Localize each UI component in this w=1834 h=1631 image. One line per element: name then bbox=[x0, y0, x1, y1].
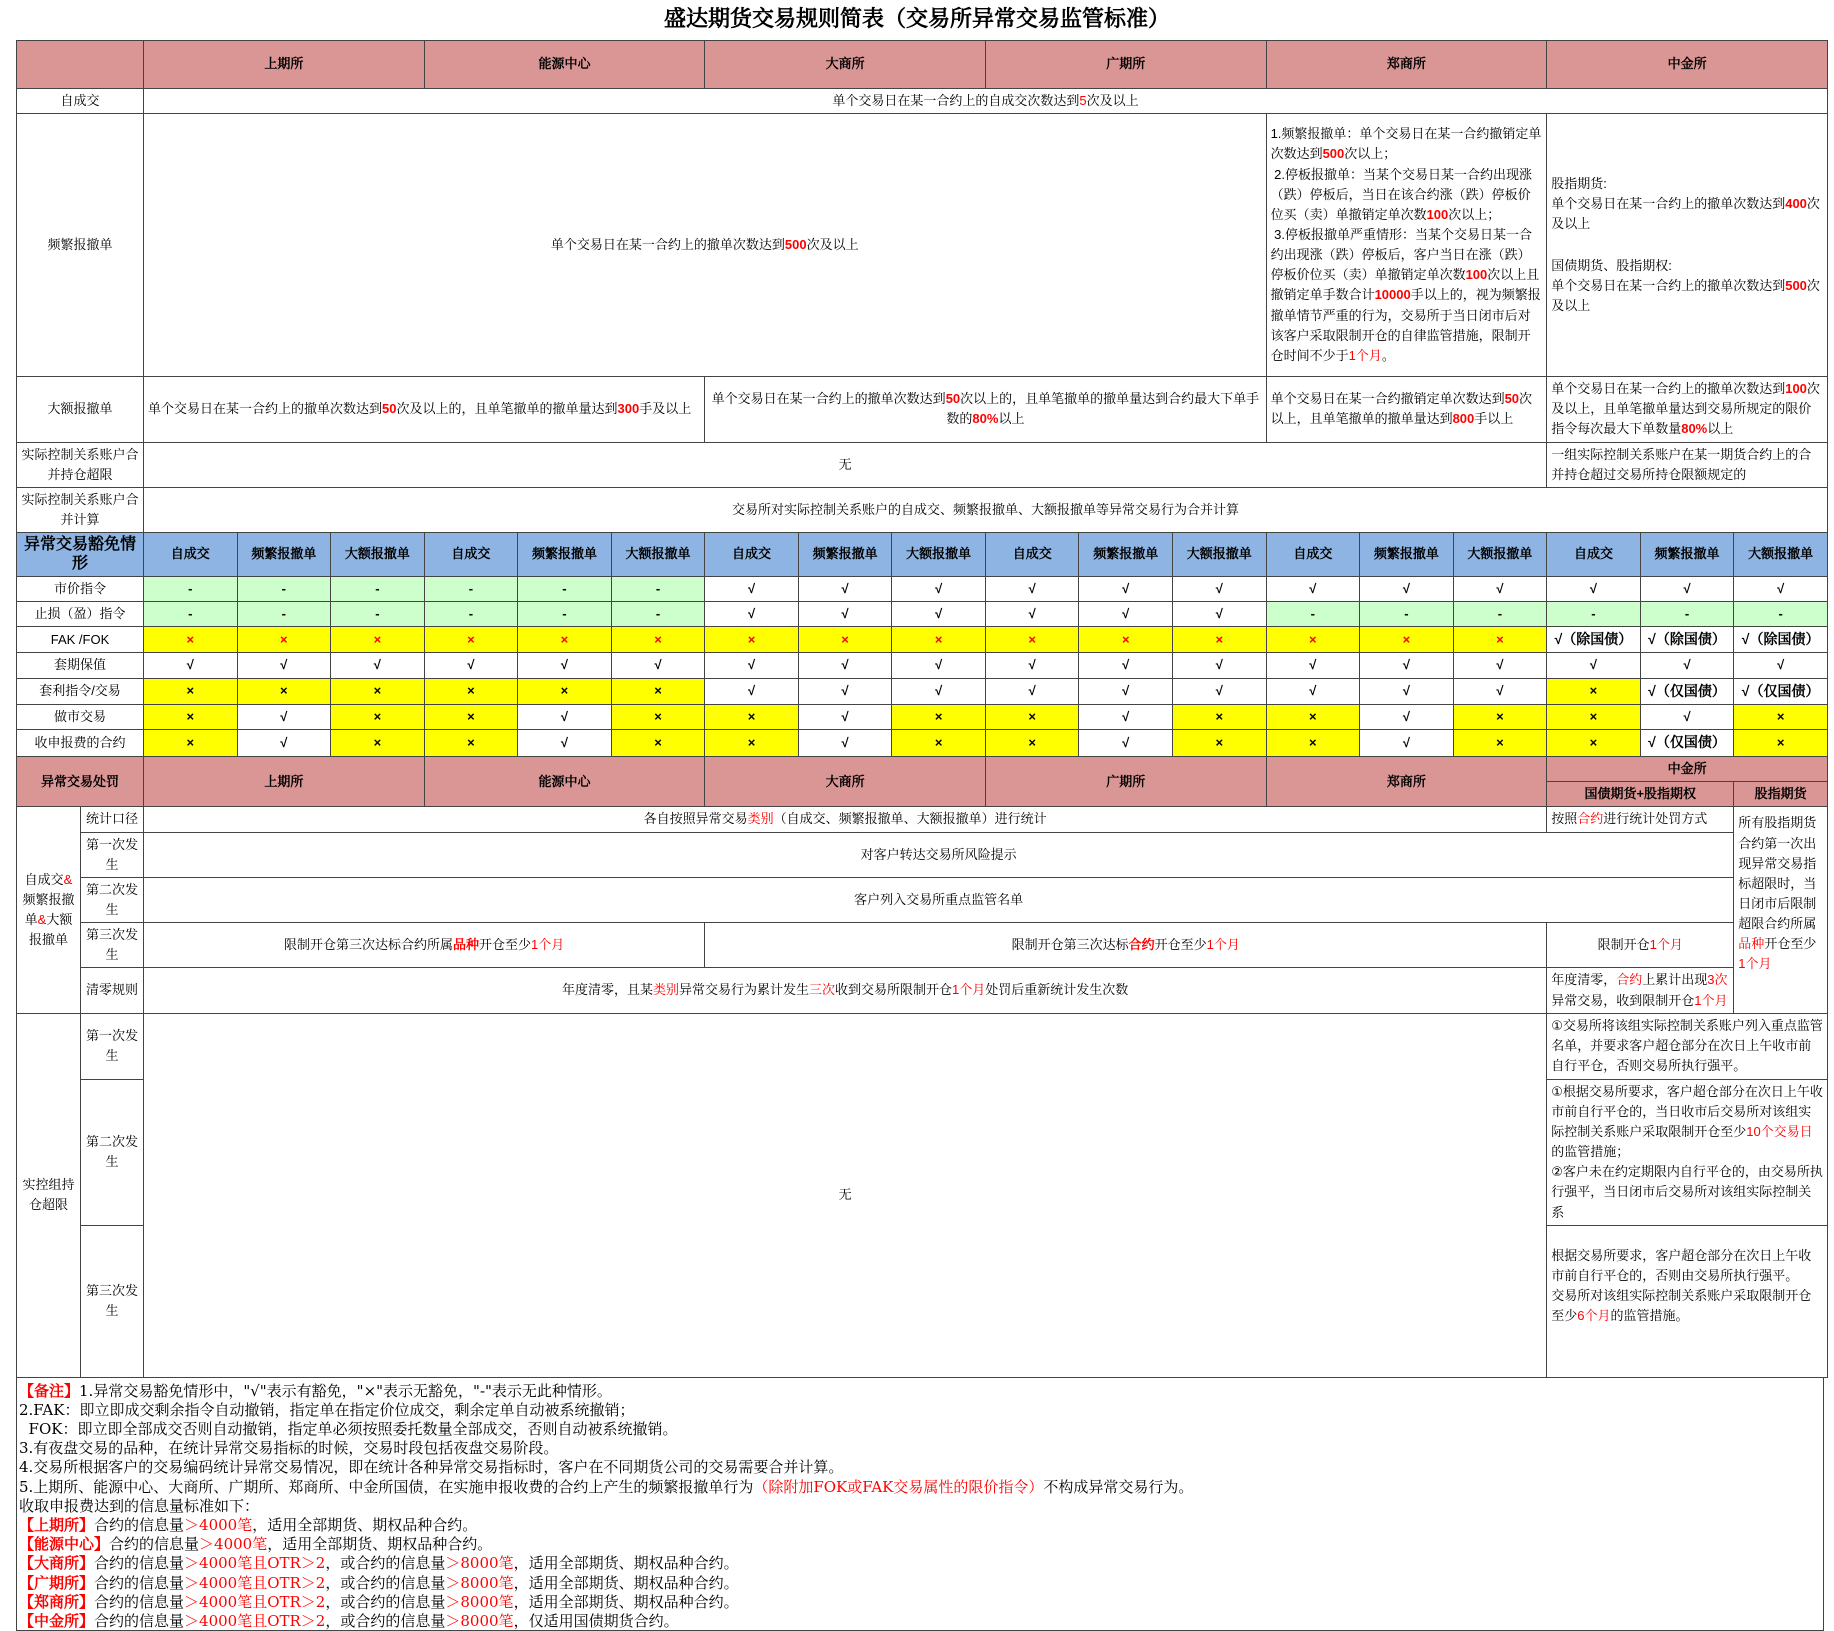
exemption-cell: √ bbox=[1453, 678, 1547, 705]
exemption-cell: √ bbox=[985, 678, 1079, 705]
stat-cffex: 按照合约进行统计处罚方式 bbox=[1547, 807, 1734, 832]
exemption-row bbox=[17, 576, 1828, 601]
exemption-cell: √（除国债） bbox=[1547, 626, 1641, 653]
g2-third-item: 交易所对该组实际控制关系账户采取限制开仓至少6个月的监管措施。 bbox=[1551, 1287, 1812, 1324]
exemption-cell: × bbox=[144, 626, 238, 653]
exemption-cell: √ bbox=[518, 653, 612, 678]
exemption-cell: - bbox=[1453, 601, 1547, 626]
exemption-cell: √ bbox=[1079, 653, 1173, 678]
exemption-cell: √ bbox=[1734, 576, 1828, 601]
stat-common: 各自按照异常交易类别（自成交、频繁报撤单、大额报撤单）进行统计 bbox=[144, 807, 1547, 832]
exemption-cell: - bbox=[237, 576, 331, 601]
note-line-1 bbox=[19, 1382, 1821, 1401]
exemption-row-label: 止损（盈）指令 bbox=[17, 601, 144, 626]
exemption-cell: × bbox=[424, 678, 518, 705]
exemption-cell: √ bbox=[1547, 576, 1641, 601]
fee-line bbox=[19, 1554, 1821, 1573]
header-gfex: 广期所 bbox=[985, 41, 1266, 89]
exemption-cell: √ bbox=[1173, 653, 1267, 678]
exemption-cell: √ bbox=[798, 678, 892, 705]
fee-part-c: ，或合约的信息量 bbox=[325, 1592, 446, 1611]
exemption-subheader-shfe-0: 自成交 bbox=[144, 533, 238, 576]
exemption-cell: √ bbox=[144, 653, 238, 678]
fee-part-a: 合约的信息量 bbox=[94, 1516, 185, 1535]
fee-part-d: ＞8000笔 bbox=[445, 1554, 514, 1573]
g2-second-cffex bbox=[1547, 1079, 1828, 1225]
fee-part-a: 合约的信息量 bbox=[109, 1535, 200, 1554]
exemption-cell: - bbox=[1266, 601, 1360, 626]
exemption-cell: √ bbox=[1079, 678, 1173, 705]
header-cffex: 中金所 bbox=[1547, 41, 1828, 89]
fee-part-a: 合约的信息量 bbox=[94, 1592, 185, 1611]
exemption-cell: √ bbox=[1079, 730, 1173, 757]
fee-part-b: ＞4000笔且OTR＞2 bbox=[184, 1592, 326, 1611]
fee-part-ex: 【上期所】 bbox=[19, 1516, 95, 1535]
fee-part-b: ＞4000笔 bbox=[199, 1535, 268, 1554]
exemption-cell: √ bbox=[1640, 705, 1734, 730]
exemption-cell: × bbox=[144, 730, 238, 757]
exemption-cell: - bbox=[611, 576, 705, 601]
corner-cell bbox=[17, 41, 144, 89]
exemption-cell: √ bbox=[1360, 678, 1454, 705]
fee-part-c: ，适用全部期货、期权品种合约。 bbox=[252, 1516, 478, 1535]
exemption-row-label: 套利指令/交易 bbox=[17, 678, 144, 705]
exemption-cell: × bbox=[237, 678, 331, 705]
exemption-cell: √ bbox=[1173, 601, 1267, 626]
exemption-cell: √ bbox=[985, 653, 1079, 678]
exemption-cell: √ bbox=[1173, 678, 1267, 705]
exemption-subheader-ine-1: 频繁报撤单 bbox=[518, 533, 612, 576]
third-shfe-ine: 限制开仓第三次达标合约所属品种开仓至少1个月 bbox=[144, 923, 705, 968]
frequent-zce-text bbox=[1266, 114, 1547, 377]
note-line-6 bbox=[19, 1478, 1821, 1497]
third-dce-zce: 限制开仓第三次达标合约开仓至少1个月 bbox=[705, 923, 1547, 968]
third-cffex: 限制开仓1个月 bbox=[1547, 923, 1734, 968]
penalty-header-cffex-bond: 国债期货+股指期权 bbox=[1547, 782, 1734, 807]
exemption-cell: × bbox=[1453, 626, 1547, 653]
self-trade-text: 单个交易日在某一合约上的自成交次数达到5次及以上 bbox=[144, 89, 1828, 114]
exemption-row-label: 做市交易 bbox=[17, 705, 144, 730]
exemption-cell: × bbox=[144, 705, 238, 730]
large-dce-gfex-text: 单个交易日在某一合约上的撤单次数达到50次以上的，且单笔撤单的撤单量达到合约最大下单手数的80%以上 bbox=[705, 377, 1266, 442]
fee-part-c: ，或合约的信息量 bbox=[325, 1554, 446, 1573]
exemption-row-label: 市价指令 bbox=[17, 576, 144, 601]
exemption-cell: × bbox=[892, 730, 986, 757]
exemption-cell: √（仅国债） bbox=[1640, 678, 1734, 705]
exemption-cell: - bbox=[1360, 601, 1454, 626]
fee-part-c: ，适用全部期货、期权品种合约。 bbox=[267, 1535, 493, 1554]
exemption-cell: √ bbox=[331, 653, 425, 678]
penalty-header-ine: 能源中心 bbox=[424, 757, 705, 807]
exemption-cell: √ bbox=[1734, 653, 1828, 678]
exemption-cell: √ bbox=[798, 576, 892, 601]
large-cffex-text: 单个交易日在某一合约上的撤单次数达到100次及以上，且单笔撤单量达到交易所规定的限价指令每次最大下单数量80%以上 bbox=[1547, 377, 1828, 442]
exemption-cell: - bbox=[611, 601, 705, 626]
note-line-2: 2.FAK：即立即成交剩余指令自动撤销，指定单在指定价位成交，剩余定单自动被系统撤销； bbox=[19, 1400, 635, 1419]
exemption-cell: √ bbox=[892, 601, 986, 626]
exemption-cell: √ bbox=[1079, 576, 1173, 601]
exemption-cell: × bbox=[798, 626, 892, 653]
fee-part-b: ＞4000笔且OTR＞2 bbox=[184, 1612, 326, 1631]
exemption-subheader-cffex-0: 自成交 bbox=[1547, 533, 1641, 576]
exemption-row bbox=[17, 653, 1828, 678]
header-dce: 大商所 bbox=[705, 41, 986, 89]
fee-part-e: ，适用全部期货、期权品种合约。 bbox=[513, 1573, 739, 1592]
actual-position-cffex: 一组实际控制关系账户在某一期货合约上的合并持仓超过交易所持仓限额规定的 bbox=[1547, 442, 1828, 487]
second-text: 客户列入交易所重点监管名单 bbox=[144, 877, 1734, 922]
fee-part-a: 合约的信息量 bbox=[94, 1573, 185, 1592]
exemption-cell: × bbox=[518, 678, 612, 705]
stat-label: 统计口径 bbox=[81, 807, 144, 832]
exemption-subheader-zce-1: 频繁报撤单 bbox=[1360, 533, 1454, 576]
exemption-cell: × bbox=[1360, 626, 1454, 653]
exemption-cell: √ bbox=[518, 705, 612, 730]
exemption-cell: × bbox=[424, 626, 518, 653]
g2-second-label: 第二次发生 bbox=[81, 1079, 144, 1225]
exemption-cell: √ bbox=[798, 653, 892, 678]
g2-second-item: ②客户未在约定期限内自行平仓的，由交易所执行强平，当日闭市后交易所对该组实际控制关系 bbox=[1551, 1164, 1823, 1220]
exemption-cell: √ bbox=[1360, 705, 1454, 730]
g2-third-item: 根据交易所要求，客户超仓部分在次日上午收市前自行平仓的，否则由交易所执行强平。 bbox=[1551, 1247, 1812, 1283]
fee-line bbox=[19, 1612, 1821, 1631]
fee-part-e: ，适用全部期货、期权品种合约。 bbox=[513, 1554, 739, 1573]
exemption-cell: √ bbox=[1079, 601, 1173, 626]
exemption-subheader-ine-0: 自成交 bbox=[424, 533, 518, 576]
g2-second-item: ①根据交易所要求，客户超仓部分在次日上午收市前自行平仓的，当日收市后交易所对该组实际控制关系账户采取限制开仓至少10个交易日的监管措施； bbox=[1551, 1083, 1823, 1160]
exemption-row-label: 收申报费的合约 bbox=[17, 730, 144, 757]
penalty-header-zce: 郑商所 bbox=[1266, 757, 1547, 807]
header-ine: 能源中心 bbox=[424, 41, 705, 89]
row-label-actual-position: 实际控制关系账户合并持仓超限 bbox=[17, 442, 144, 487]
header-zce: 郑商所 bbox=[1266, 41, 1547, 89]
exemption-cell: √ bbox=[1266, 653, 1360, 678]
note-text: 不构成异常交易行为。 bbox=[1043, 1477, 1194, 1496]
exemption-cell: × bbox=[331, 678, 425, 705]
exemption-row bbox=[17, 705, 1828, 730]
exemption-cell: × bbox=[705, 705, 799, 730]
exemption-cell: × bbox=[1547, 730, 1641, 757]
exemption-cell: √ bbox=[1360, 730, 1454, 757]
exemption-cell: × bbox=[331, 730, 425, 757]
exemption-cell: × bbox=[144, 678, 238, 705]
fee-part-b: ＞4000笔且OTR＞2 bbox=[184, 1554, 326, 1573]
exemption-cell: × bbox=[1547, 678, 1641, 705]
exemption-cell: × bbox=[1173, 626, 1267, 653]
exemption-cell: - bbox=[1734, 601, 1828, 626]
exemption-cell: - bbox=[424, 576, 518, 601]
exemption-cell: √ bbox=[892, 678, 986, 705]
note-line-5: 4.交易所根据客户的交易编码统计异常交易情况，即在统计各种异常交易指标时，客户在不同期货公司的交易需要合并计算。 bbox=[19, 1458, 844, 1477]
exemption-cell: × bbox=[1453, 705, 1547, 730]
fee-line bbox=[19, 1535, 1821, 1554]
exemption-cell: - bbox=[1547, 601, 1641, 626]
fee-part-c: ，或合约的信息量 bbox=[325, 1612, 446, 1631]
exemption-cell: × bbox=[1266, 705, 1360, 730]
exemption-cell: × bbox=[705, 626, 799, 653]
exemption-cell: - bbox=[331, 576, 425, 601]
exemption-cell: - bbox=[144, 601, 238, 626]
exemption-cell: × bbox=[1173, 705, 1267, 730]
exemption-cell: √（仅国债） bbox=[1734, 678, 1828, 705]
penalty-header-shfe: 上期所 bbox=[144, 757, 425, 807]
note-text: 5.上期所、能源中心、大商所、广期所、郑商所、中金所国债，在实施申报收费的合约上产生的频繁报撤单行为 bbox=[19, 1477, 754, 1496]
exemption-cell: × bbox=[1453, 730, 1547, 757]
exemption-subheader-gfex-2: 大额报撤单 bbox=[1173, 533, 1267, 576]
fee-part-ex: 【大商所】 bbox=[19, 1554, 95, 1573]
exemption-subheader-dce-2: 大额报撤单 bbox=[892, 533, 986, 576]
fee-part-b: ＞4000笔 bbox=[184, 1516, 253, 1535]
exemption-cell: √ bbox=[1266, 678, 1360, 705]
exemption-cell: × bbox=[1266, 730, 1360, 757]
penalty-header-dce: 大商所 bbox=[705, 757, 986, 807]
exemption-cell: √ bbox=[1173, 576, 1267, 601]
fee-line bbox=[19, 1574, 1821, 1593]
exemption-cell: × bbox=[611, 626, 705, 653]
exemption-cell: √ bbox=[798, 705, 892, 730]
fee-part-ex: 【能源中心】 bbox=[19, 1535, 110, 1554]
fee-part-a: 合约的信息量 bbox=[94, 1612, 185, 1631]
fee-part-d: ＞8000笔 bbox=[445, 1612, 514, 1631]
exemption-cell: √ bbox=[1640, 576, 1734, 601]
exemption-cell: × bbox=[985, 626, 1079, 653]
exemption-cell: - bbox=[1640, 601, 1734, 626]
frequent-cffex-text bbox=[1547, 114, 1828, 377]
exemption-cell: × bbox=[611, 705, 705, 730]
g2-common: 无 bbox=[144, 1013, 1547, 1377]
cffex-index-futures-label: 股指期货: bbox=[1551, 175, 1607, 191]
exemption-cell: √ bbox=[424, 653, 518, 678]
cffex-bond-options-label: 国债期货、股指期权: bbox=[1551, 258, 1672, 274]
exemption-cell: √ bbox=[518, 730, 612, 757]
exemption-cell: - bbox=[144, 576, 238, 601]
exemption-subheader-ine-2: 大额报撤单 bbox=[611, 533, 705, 576]
exemption-title: 异常交易豁免情形 bbox=[17, 533, 144, 576]
exemption-cell: - bbox=[424, 601, 518, 626]
exemption-cell: - bbox=[331, 601, 425, 626]
exemption-cell: √ bbox=[611, 653, 705, 678]
exemption-cell: √ bbox=[1266, 576, 1360, 601]
exemption-cell: × bbox=[1173, 730, 1267, 757]
frequent-zce-item: 3.停板报撤单严重情形：当某个交易日某一合约出现涨（跌）停板后，客户当日在涨（跌）停板价位买（卖）单撤销定单次数100次以上且撤销定单手数合计10000手以上的，视为频繁报撤单情节严重的行为，交易所于当日闭市后对该客户采取限制开仓的自律监管措施，限制开仓时间不少于1个月。 bbox=[1270, 227, 1541, 363]
exemption-cell: √ bbox=[985, 576, 1079, 601]
exemption-cell: × bbox=[892, 705, 986, 730]
notes-section bbox=[16, 1378, 1824, 1631]
fee-line bbox=[19, 1593, 1821, 1612]
exemption-cell: × bbox=[892, 626, 986, 653]
first-text: 对客户转达交易所风险提示 bbox=[144, 832, 1734, 877]
note-line-4: 3.有夜盘交易的品种，在统计异常交易指标的时候，交易时段包括夜盘交易阶段。 bbox=[19, 1439, 559, 1458]
exemption-row bbox=[17, 678, 1828, 705]
exemption-cell: × bbox=[331, 705, 425, 730]
large-shfe-ine-text: 单个交易日在某一合约上的撤单次数达到50次及以上的，且单笔撤单的撤单量达到300手及以上 bbox=[144, 377, 705, 442]
exemption-cell: √（仅国债） bbox=[1640, 730, 1734, 757]
exemption-cell: × bbox=[424, 730, 518, 757]
exemption-subheader-cffex-2: 大额报撤单 bbox=[1734, 533, 1828, 576]
actual-position-common: 无 bbox=[144, 442, 1547, 487]
fee-line bbox=[19, 1516, 1821, 1535]
g2-third-label: 第三次发生 bbox=[81, 1225, 144, 1377]
row-label-actual-merge: 实际控制关系账户合并计算 bbox=[17, 487, 144, 532]
exemption-cell: √ bbox=[705, 601, 799, 626]
frequent-common-text: 单个交易日在某一合约上的撤单次数达到500次及以上 bbox=[144, 114, 1267, 377]
fee-part-e: ，适用全部期货、期权品种合约。 bbox=[513, 1592, 739, 1611]
fee-lines bbox=[19, 1516, 1821, 1631]
exemption-subheader-gfex-0: 自成交 bbox=[985, 533, 1079, 576]
rules-table bbox=[16, 40, 1828, 1378]
fee-part-ex: 【广期所】 bbox=[19, 1573, 95, 1592]
exemption-cell: √ bbox=[1360, 653, 1454, 678]
exemption-cell: √ bbox=[705, 653, 799, 678]
actual-merge-text: 交易所对实际控制关系账户的自成交、频繁报撤单、大额报撤单等异常交易行为合并计算 bbox=[144, 487, 1828, 532]
cffex-index-futures-rule: 单个交易日在某一合约上的撤单次数达到400次及以上 bbox=[1551, 195, 1820, 231]
note-text: 1.异常交易豁免情形中，"√"表示有豁免，"×"表示无豁免，"-"表示无此种情形。 bbox=[79, 1381, 612, 1400]
note-highlight: （除附加FOK或FAK交易属性的限价指令） bbox=[753, 1477, 1044, 1496]
fee-part-d: ＞8000笔 bbox=[445, 1573, 514, 1592]
group1-label: 自成交&频繁报撤单&大额报撤单 bbox=[17, 807, 81, 1013]
fee-part-c: ，或合约的信息量 bbox=[325, 1573, 446, 1592]
exemption-cell: × bbox=[611, 730, 705, 757]
exemption-cell: × bbox=[1266, 626, 1360, 653]
exemption-cell: √ bbox=[892, 576, 986, 601]
third-label: 第三次发生 bbox=[81, 923, 144, 968]
row-label-frequent: 频繁报撤单 bbox=[17, 114, 144, 377]
exemption-cell: √ bbox=[798, 601, 892, 626]
exemption-cell: √ bbox=[237, 730, 331, 757]
exemption-row-label: 套期保值 bbox=[17, 653, 144, 678]
second-label: 第二次发生 bbox=[81, 877, 144, 922]
exemption-cell: - bbox=[518, 601, 612, 626]
exemption-cell: √ bbox=[1640, 653, 1734, 678]
frequent-zce-item: 2.停板报撤单：当某个交易日某一合约出现涨（跌）停板后，当日在该合约涨（跌）停板价位买（卖）单撤销定单次数100次以上； bbox=[1270, 166, 1533, 222]
penalty-title: 异常交易处罚 bbox=[17, 757, 144, 807]
exemption-row-label: FAK /FOK bbox=[17, 626, 144, 653]
large-zce-text: 单个交易日在某一合约撤销定单次数达到50次以上，且单笔撤单的撤单量达到800手以上 bbox=[1266, 377, 1547, 442]
fee-part-a: 合约的信息量 bbox=[94, 1554, 185, 1573]
exemption-cell: × bbox=[1734, 730, 1828, 757]
exemption-subheader-gfex-1: 频繁报撤单 bbox=[1079, 533, 1173, 576]
exemption-cell: × bbox=[985, 705, 1079, 730]
exemption-cell: × bbox=[331, 626, 425, 653]
exemption-cell: √ bbox=[705, 678, 799, 705]
exemption-subheader-shfe-1: 频繁报撤单 bbox=[237, 533, 331, 576]
g2-first-label: 第一次发生 bbox=[81, 1013, 144, 1079]
row-label-self-trade: 自成交 bbox=[17, 89, 144, 114]
exemption-cell: √ bbox=[1360, 576, 1454, 601]
frequent-zce-item: 1.频繁报撤单：单个交易日在某一合约撤销定单次数达到500次以上； bbox=[1270, 126, 1542, 162]
exemption-cell: √ bbox=[798, 730, 892, 757]
exemption-row bbox=[17, 626, 1828, 653]
exemption-cell: √ bbox=[892, 653, 986, 678]
g2-third-cffex bbox=[1547, 1225, 1828, 1377]
note-line-3: FOK：即立即全部成交否则自动撤销，指定单必须按照委托数量全部成交，否则自动被系统撤销。 bbox=[19, 1420, 678, 1439]
exemption-cell: √ bbox=[1547, 653, 1641, 678]
exemption-cell: × bbox=[1547, 705, 1641, 730]
exemption-cell: × bbox=[705, 730, 799, 757]
exemption-cell: - bbox=[518, 576, 612, 601]
exemption-subheader-dce-1: 频繁报撤单 bbox=[798, 533, 892, 576]
clear-label: 清零规则 bbox=[81, 968, 144, 1013]
remark-label: 【备注】 bbox=[19, 1381, 80, 1400]
penalty-header-gfex: 广期所 bbox=[985, 757, 1266, 807]
clear-cffex: 年度清零，合约上累计出现3次异常交易，收到限制开仓1个月 bbox=[1547, 968, 1734, 1013]
exemption-cell: - bbox=[237, 601, 331, 626]
exemption-cell: × bbox=[518, 626, 612, 653]
exemption-cell: √ bbox=[1453, 576, 1547, 601]
page-title: 盛达期货交易规则简表（交易所异常交易监管标准） bbox=[663, 7, 1170, 32]
exemption-cell: √ bbox=[1079, 705, 1173, 730]
exemption-subheader-zce-2: 大额报撤单 bbox=[1453, 533, 1547, 576]
index-futures-penalty: 所有股指期货合约第一次出现异常交易指标超限时，当日闭市后限制超限合约所属品种开仓至少1个月 bbox=[1734, 807, 1828, 1013]
exemption-subheader-zce-0: 自成交 bbox=[1266, 533, 1360, 576]
exemption-row bbox=[17, 730, 1828, 757]
header-shfe: 上期所 bbox=[144, 41, 425, 89]
note-line-7: 收取申报费达到的信息量标准如下： bbox=[19, 1496, 260, 1515]
exemption-cell: √（除国债） bbox=[1640, 626, 1734, 653]
exemption-subheader-dce-0: 自成交 bbox=[705, 533, 799, 576]
exemption-cell: √ bbox=[1453, 653, 1547, 678]
exemption-cell: √（除国债） bbox=[1734, 626, 1828, 653]
exemption-row bbox=[17, 601, 1828, 626]
group2-label: 实控组持仓超限 bbox=[17, 1013, 81, 1377]
exemption-subheader-shfe-2: 大额报撤单 bbox=[331, 533, 425, 576]
fee-part-b: ＞4000笔且OTR＞2 bbox=[184, 1573, 326, 1592]
g2-first-cffex: ①交易所将该组实际控制关系账户列入重点监管名单，并要求客户超仓部分在次日上午收市前自行平仓，否则交易所执行强平。 bbox=[1547, 1013, 1828, 1079]
exemption-cell: × bbox=[1079, 626, 1173, 653]
first-label: 第一次发生 bbox=[81, 832, 144, 877]
exemption-cell: √ bbox=[985, 601, 1079, 626]
exemption-cell: × bbox=[424, 705, 518, 730]
fee-part-ex: 【郑商所】 bbox=[19, 1592, 95, 1611]
exemption-cell: √ bbox=[237, 705, 331, 730]
exemption-cell: √ bbox=[237, 653, 331, 678]
fee-part-d: ＞8000笔 bbox=[445, 1592, 514, 1611]
fee-part-e: ，仅适用国债期货合约。 bbox=[513, 1612, 679, 1631]
row-label-large: 大额报撤单 bbox=[17, 377, 144, 442]
fee-part-ex: 【中金所】 bbox=[19, 1612, 95, 1631]
exemption-cell: × bbox=[237, 626, 331, 653]
exemption-cell: × bbox=[985, 730, 1079, 757]
exemption-cell: √ bbox=[705, 576, 799, 601]
exemption-cell: × bbox=[1734, 705, 1828, 730]
penalty-header-cffex: 中金所 bbox=[1547, 757, 1828, 782]
exemption-subheader-cffex-1: 频繁报撤单 bbox=[1640, 533, 1734, 576]
penalty-header-cffex-index: 股指期货 bbox=[1734, 782, 1828, 807]
exemption-cell: × bbox=[611, 678, 705, 705]
clear-text: 年度清零，且某类别异常交易行为累计发生三次收到交易所限制开仓1个月处罚后重新统计发生次数 bbox=[144, 968, 1547, 1013]
cffex-bond-options-rule: 单个交易日在某一合约上的撤单次数达到500次及以上 bbox=[1551, 278, 1820, 314]
